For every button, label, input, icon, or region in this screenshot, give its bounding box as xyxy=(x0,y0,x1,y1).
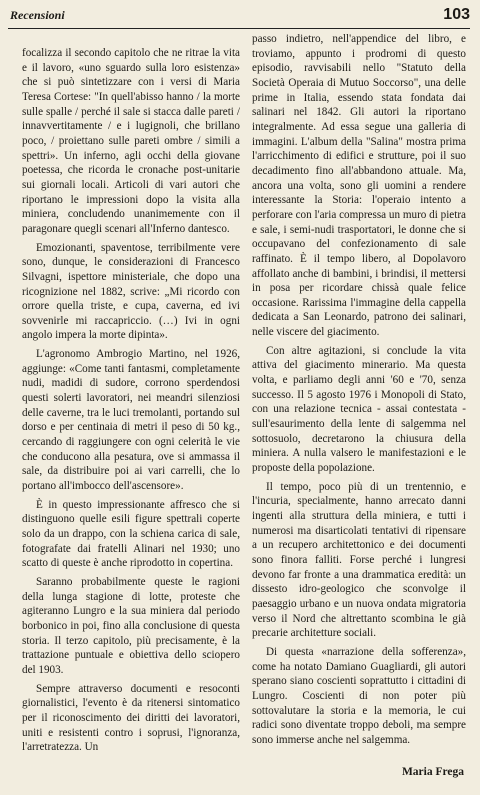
paragraph: Di questa «narrazione della sofferenza», come ha notato Damiano Guagliardi, gli autori sperano siano coscienti soprattutto i cittadini di Lungro. Coscienti di non poter più sottovalutare la storia e la memoria, le cui radici sono diventate troppo deboli, ma sempre sono immerse anche nel salgemma. xyxy=(252,645,466,746)
author-signature: Maria Frega xyxy=(401,766,464,778)
page-header xyxy=(8,6,470,29)
section-title: Recensioni xyxy=(10,8,65,22)
left-column xyxy=(22,46,240,759)
paragraph: Il tempo, poco più di un trentennio, e l'incuria, specialmente, hanno arrecato danni ingenti alla struttura della miniera, e tutti i numerosi ma disarticolati tentativi di ripensare a un recupero architettonico e dei documenti sono finora falliti. Forse perché i lungresi devono far fronte a una drammatica eredità: un dissesto idro-geologico che sconvolge il paesaggio urbano e un nuova ondata migratoria verso il Nord che altrettanto scombina le già precarie architetture sociali. xyxy=(252,480,466,640)
right-column xyxy=(252,32,466,752)
paragraph: Emozionanti, spaventose, terribilmente vere sono, dunque, le considerazioni di Francesco Silvagni, ispettore ministeriale, che dopo una ricognizione nel 1882, scrive: „Mi ricordo con orrore quella triste, e cupa, caverna, ed ivi sovvenirle mi raccapriccio. (…) Ivi in ogni angolo impera la morte dipinta». xyxy=(22,241,240,342)
paragraph: Sempre attraverso documenti e resoconti giornalistici, l'evento è da ritenersi sintomatico per il riconoscimento dei diritti dei lavoratori, uniti e resistenti contro i soprusi, l'ignoranza, l'arretratezza. Un xyxy=(22,682,240,754)
paragraph: È in questo impressionante affresco che si distinguono quelle esili figure spettrali coperte solo da un drappo, con la schiena carica di sale, fotografate dai fratelli Alinari nel 1930; uno scatto di queste è anche riprodotto in copertina. xyxy=(22,498,240,570)
paragraph: L'agronomo Ambrogio Martino, nel 1926, aggiunge: «Come tanti fantasmi, completamente nudi, madidi di sudore, corrono sperdendosi questi solerti lavoratori, nei meandri silenziosi delle caverne, tra le luci tremolanti, portando sul dorso e per centinaia di metri il peso di 50 kg., cercando di raggiungere con ogni celerità le vie che conducono alla pesatura, ove si ammassa il sale, da distribuire poi ai vari carrelli, che lo portano all'imbocco dell'ascensore». xyxy=(22,348,240,493)
paragraph: Con altre agitazioni, si conclude la vita attiva del giacimento minerario. Ma questa volta, e parliamo degli anni '60 e '70, senza successo. Il 5 agosto 1976 i Monopoli di Stato, con una relazione tecnica - assai contestata - sull'esaurimento della lente di salgemma nel sottosuolo, decretarono la chiusura della miniera. A nulla valsero le manifestazioni e le proposte della popolazione. xyxy=(252,344,466,475)
paragraph: focalizza il secondo capitolo che ne ritrae la vita e il lavoro, «uno sguardo sulla loro esistenza» che si può sintetizzare con i versi di Maria Teresa Cortese: "In quell'abisso hanno / la morte sulle spalle / perché il sale si stacca dalle pareti / innavvertitamente / e i lugignoli, che brillano poco, / proiettano sulle pareti ombre / simili a spettri». Un inferno, agli occhi della giovane poetessa, che ricorda le cronache post-unitarie sui giornali locali. Articoli di vari autori che riportano le impressioni dopo la visita alla miniera, concludendo unanimemente con il paragonare quegli scenari all'Inferno dantesco. xyxy=(22,47,240,235)
paragraph: Saranno probabilmente queste le ragioni della lunga stagione di lotte, proteste che agiteranno Lungro e la sua miniera dal periodo borbonico in poi, fino alla conclusione di questa storia. Il terzo capitolo, più precisamente, è la trattazione puntuale e obiettiva dello sciopero del 1903. xyxy=(22,575,240,676)
page-number: 103 xyxy=(443,6,470,23)
paragraph: passo indietro, nell'appendice del libro, e troviamo, appunto i prodromi di questo episodio, ravvisabili nello "Statuto della Società Operaia di Mutuo Soccorso", una delle prime in Italia, essendo stata fondata dai salinari nel 1842. Gli autori la riportano integralmente. Ad essa segue una galleria di immagini. L'album della "Salina" mostra prima l'arricchimento di edifici e strutture, poi il suo decadimento fino all'abbandono attuale. Ma, ancora una volta, sono gli uomini a rendere interessante la Storia: l'operaio intento a perforare con l'aria compressa un muro di pietra e sale, i semi-nudi trasportatori, le donne che si occupavano del confezionamento di sale raffinato. È il tempo libero, al Dopolavoro affollato anche di bambini, i brindisi, il mettersi in posa per ricordare chissà quale felice occasione. Rarissima l'immagine della cappella dedicata a San Leonardo, patrono dei salinari, nelle viscere del giacimento. xyxy=(252,33,466,339)
